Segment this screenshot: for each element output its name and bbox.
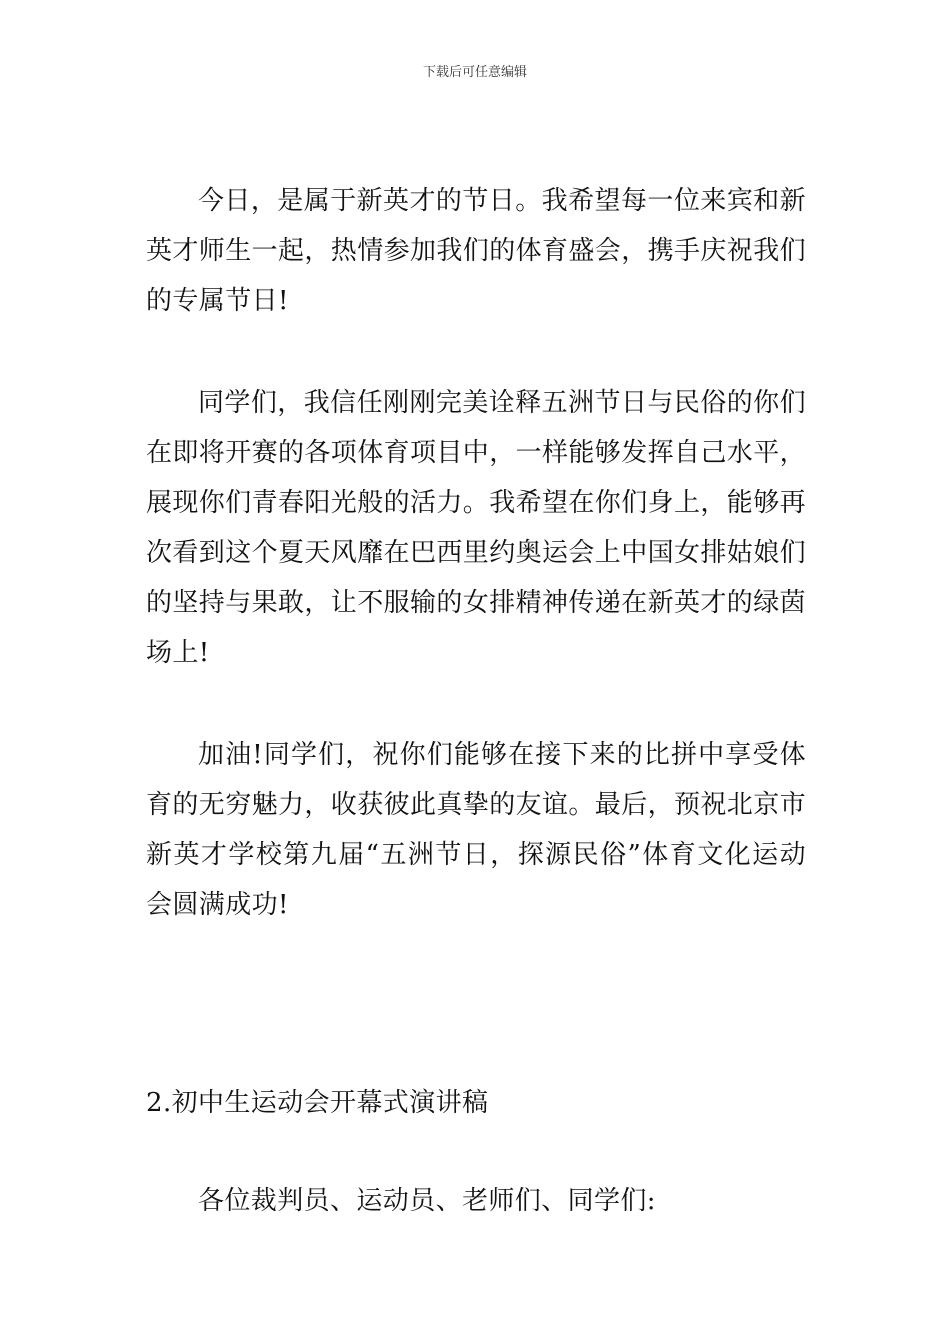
page-header-note: 下载后可任意编辑 bbox=[422, 65, 527, 80]
document-body bbox=[146, 176, 806, 1226]
salutation: 各位裁判员、运动员、老师们、同学们: bbox=[198, 1186, 656, 1216]
paragraph-1: 今日，是属于新英才的节日。我希望每一位来宾和新英才师生一起，热情参加我们的体育盛会，携手庆祝我们的专属节日! bbox=[146, 186, 807, 316]
section-heading: 2.初中生运动会开幕式演讲稿 bbox=[146, 1088, 489, 1118]
paragraph-2: 同学们，我信任刚刚完美诠释五洲节日与民俗的你们在即将开赛的各项体育项目中，一样能够发挥自己水平，展现你们青春阳光般的活力。我希望在你们身上，能够再次看到这个夏天风靡在巴西里约奥运会上中国女排姑娘们的坚持与果敢，让不服输的女排精神传递在新英才的绿茵场上! bbox=[146, 388, 807, 668]
paragraph-3: 加油!同学们，祝你们能够在接下来的比拼中享受体育的无穷魅力，收获彼此真挚的友谊。最后，预祝北京市新英才学校第九届“五洲节日，探源民俗”体育文化运动会圆满成功! bbox=[146, 740, 807, 920]
